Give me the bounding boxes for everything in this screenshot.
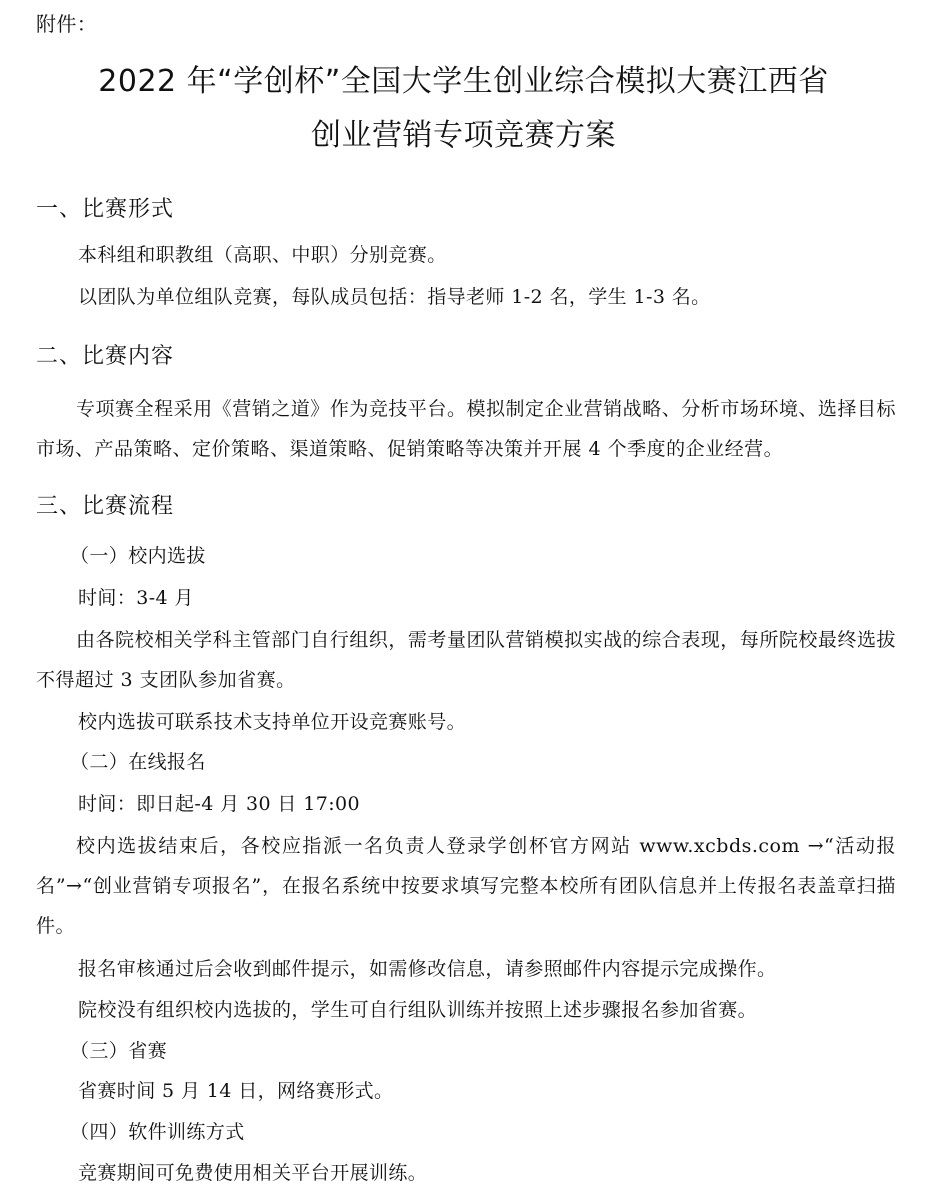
subsection-1-para-2: 校内选拔可联系技术支持单位开设竞赛账号。 — [78, 711, 467, 733]
subsection-4-para-1: 竞赛期间可免费使用相关平台开展训练。 — [78, 1162, 428, 1184]
section-1-para-1: 本科组和职教组（高职、中职）分别竞赛。 — [78, 244, 447, 266]
subsection-2-para-1: 校内选拔结束后，各校应指派一名负责人登录学创杯官方网站 www.xcbds.com →“活动报名”→“创业营销专项报名”，在报名系统中按要求填写完整本校所有团队信息并上传报名表盖章扫描件。 — [36, 835, 896, 937]
title-line-2: 创业营销专项竞赛方案 — [311, 118, 616, 153]
section-1-para-2: 以团队为单位组队竞赛，每队成员包括：指导老师 1-2 名，学生 1-3 名。 — [78, 286, 711, 308]
section-2-heading: 二、比赛内容 — [36, 344, 175, 369]
section-3-heading: 三、比赛流程 — [36, 494, 175, 519]
subsection-4-heading: （四）软件训练方式 — [70, 1121, 245, 1143]
subsection-2-para-3: 院校没有组织校内选拔的，学生可自行组队训练并按照上述步骤报名参加省赛。 — [78, 999, 758, 1021]
subsection-3-para-1: 省赛时间 5 月 14 日，网络赛形式。 — [78, 1080, 394, 1102]
title-line-1: 2022 年“学创杯”全国大学生创业综合模拟大赛江西省 — [98, 64, 829, 99]
subsection-2-time: 时间：即日起-4 月 30 日 17:00 — [78, 793, 360, 815]
attachment-label: 附件： — [36, 12, 98, 36]
subsection-2-para-2: 报名审核通过后会收到邮件提示，如需修改信息，请参照邮件内容提示完成操作。 — [78, 958, 777, 980]
section-2-para-1: 专项赛全程采用《营销之道》作为竞技平台。模拟制定企业营销战略、分析市场环境、选择目标市场、产品策略、定价策略、渠道策略、促销策略等决策并开展 4 个季度的企业经营。 — [36, 398, 896, 460]
subsection-2-heading: （二）在线报名 — [70, 751, 206, 773]
subsection-1-heading: （一）校内选拔 — [70, 545, 206, 567]
subsection-3-heading: （三）省赛 — [70, 1040, 168, 1062]
subsection-1-time: 时间：3-4 月 — [78, 587, 194, 609]
subsection-1-para-1: 由各院校相关学科主管部门自行组织，需考量团队营销模拟实战的综合表现，每所院校最终选拔不得超过 3 支团队参加省赛。 — [36, 629, 896, 691]
section-1-heading: 一、比赛形式 — [36, 197, 175, 222]
